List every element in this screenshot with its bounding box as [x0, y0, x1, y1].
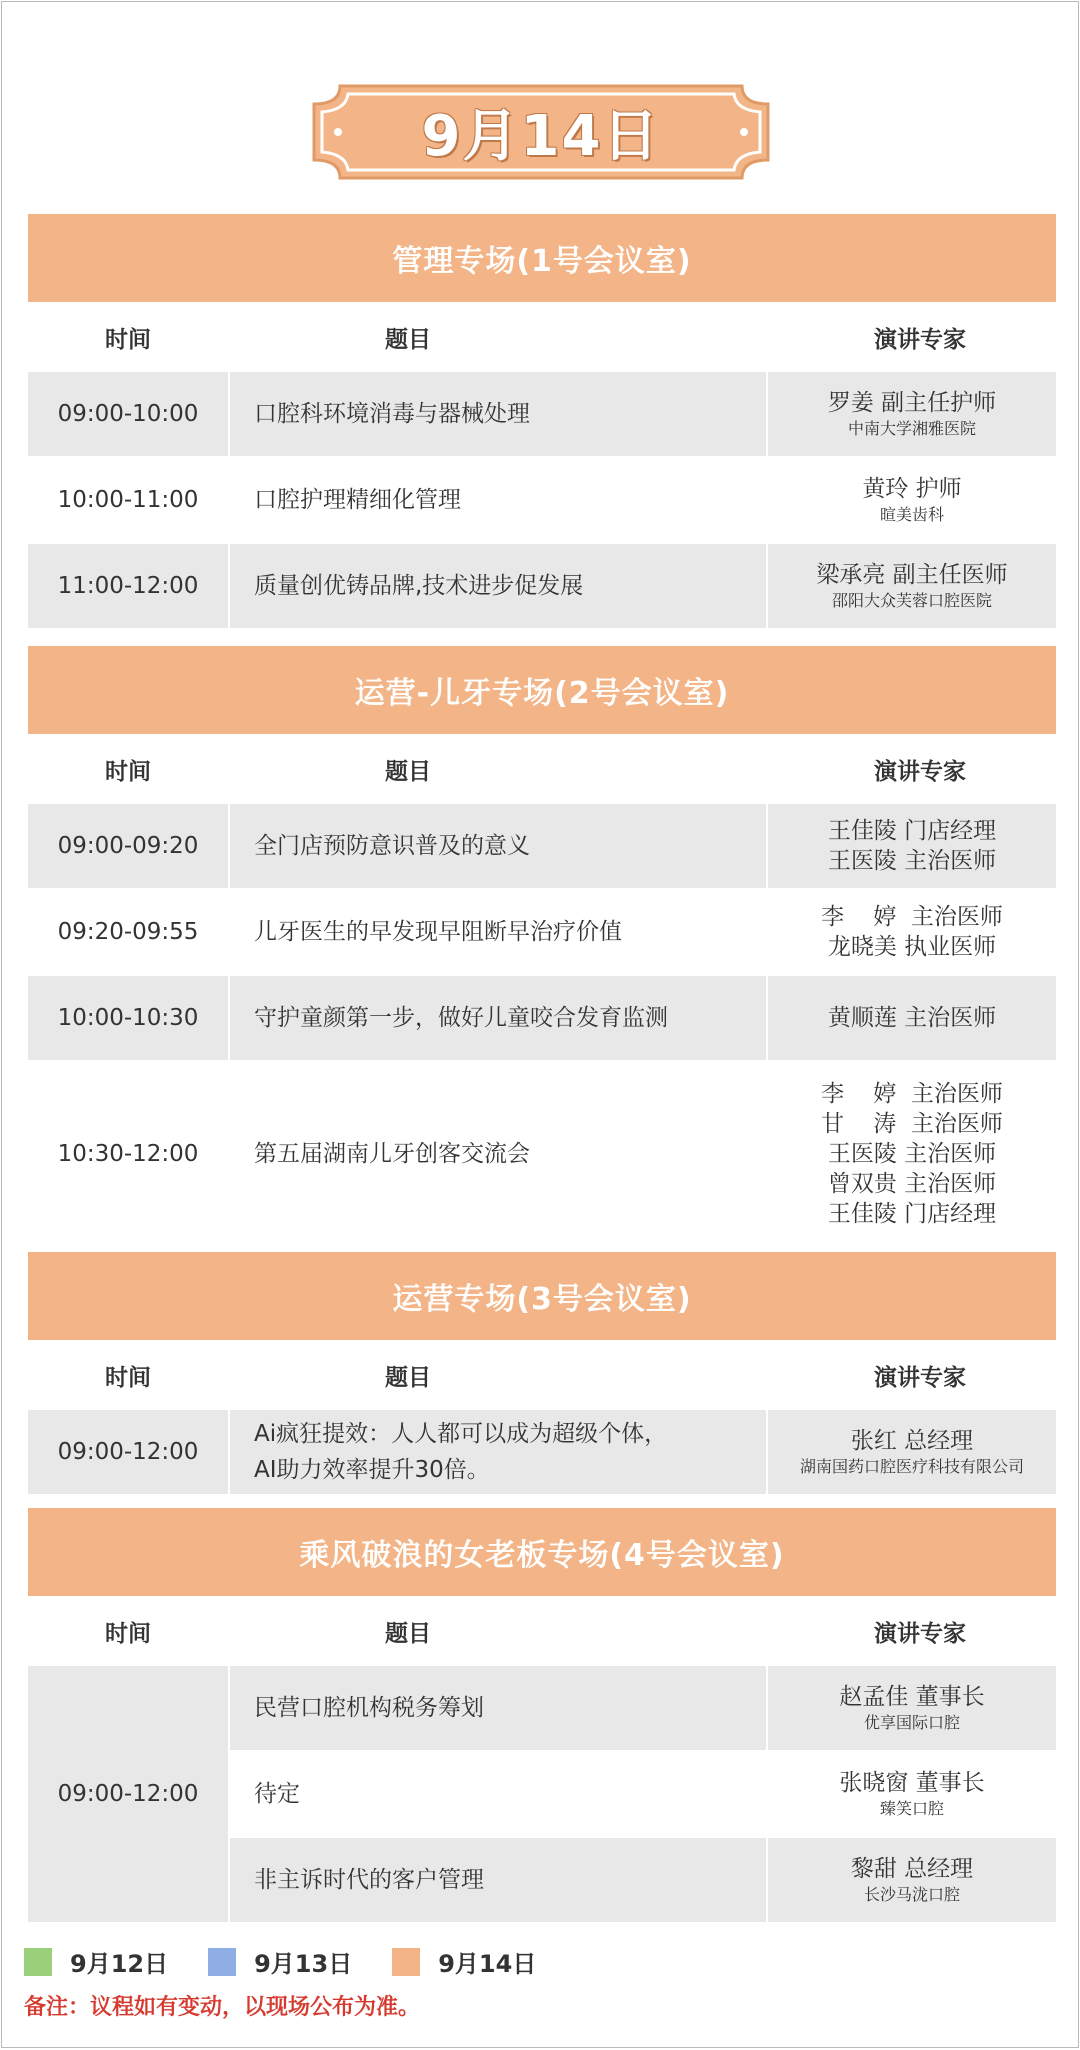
speaker-name: 王佳陵 门店经理 [827, 818, 997, 844]
session-title: 乘风破浪的女老板专场(4号会议室) [28, 1508, 1056, 1596]
speaker-name: 王佳陵 门店经理 [827, 1201, 997, 1227]
row-topic: 质量创优铸品牌,技术进步促发展 [230, 544, 766, 628]
speaker-name: 张红 总经理 [850, 1428, 974, 1454]
speaker-org: 邵阳大众芙蓉口腔医院 [831, 591, 992, 610]
speaker-org: 臻笑口腔 [879, 1799, 944, 1818]
row-speaker [768, 1062, 1056, 1246]
session-3 [28, 1252, 1056, 1496]
speaker-name: 黄玲 护师 [862, 476, 962, 502]
speaker-name: 梁承亮 副主任医师 [816, 562, 1008, 588]
table-row [230, 1666, 1056, 1750]
row-speaker [768, 372, 1056, 456]
row-speaker [768, 1410, 1056, 1494]
session-2 [28, 646, 1056, 1248]
row-topic: 第五届湖南儿牙创客交流会 [230, 1062, 766, 1246]
agenda-page [1, 1, 1079, 2048]
legend-label: 9月13日 [254, 1950, 353, 1978]
row-time: 09:00-10:00 [28, 372, 228, 456]
speaker-name: 李 婷 主治医师 [821, 1081, 1003, 1107]
merged-time: 09:00-12:00 [28, 1666, 228, 1922]
speaker-name: 王医陵 主治医师 [827, 848, 997, 874]
table-row [28, 804, 1056, 888]
col-speaker-label: 演讲专家 [874, 758, 966, 785]
table-row [28, 1410, 1056, 1494]
row-topic [230, 1410, 766, 1494]
col-topic-label: 题目 [385, 1620, 431, 1647]
legend-item [208, 1944, 352, 1979]
speaker-name: 甘 涛 主治医师 [821, 1111, 1003, 1137]
speaker-name: 张晓窗 董事长 [839, 1770, 985, 1796]
row-time: 10:00-11:00 [28, 458, 228, 542]
row-time: 09:20-09:55 [28, 890, 228, 974]
speaker-org: 中南大学湘雅医院 [847, 419, 976, 438]
row-speaker [768, 890, 1056, 974]
row-speaker [768, 976, 1056, 1060]
row-speaker [768, 1666, 1056, 1750]
row-time: 10:30-12:00 [28, 1062, 228, 1246]
table-row [230, 1838, 1056, 1922]
col-speaker-label: 演讲专家 [874, 1364, 966, 1391]
speaker-name: 李 婷 主治医师 [821, 904, 1003, 930]
row-speaker [768, 1838, 1056, 1922]
speaker-name: 龙晓美 执业医师 [827, 934, 997, 960]
merged-rows [230, 1666, 1056, 1924]
speaker-org: 长沙马泷口腔 [863, 1885, 960, 1904]
row-speaker [768, 1752, 1056, 1836]
speaker-name: 黎甜 总经理 [850, 1856, 974, 1882]
table-row [28, 544, 1056, 628]
col-time-label: 时间 [105, 758, 151, 785]
legend-label: 9月14日 [438, 1950, 537, 1978]
table-row [28, 976, 1056, 1060]
table-row [28, 1062, 1056, 1246]
col-speaker-label: 演讲专家 [874, 326, 966, 353]
column-headers [28, 1596, 1056, 1666]
date-badge-text: 9月14日 [421, 104, 661, 169]
row-topic: 口腔科环境消毒与器械处理 [230, 372, 766, 456]
legend-label: 9月12日 [70, 1950, 169, 1978]
row-topic: 全门店预防意识普及的意义 [230, 804, 766, 888]
session-title: 运营专场(3号会议室) [28, 1252, 1056, 1340]
merged-session-block [28, 1666, 1056, 1924]
speaker-name: 罗姜 副主任护师 [827, 390, 997, 416]
row-speaker [768, 544, 1056, 628]
col-topic-label: 题目 [385, 758, 431, 785]
column-headers [28, 302, 1056, 372]
session-4 [28, 1508, 1056, 1924]
legend-swatch-blue [208, 1948, 236, 1976]
col-speaker-label: 演讲专家 [874, 1620, 966, 1647]
column-headers [28, 734, 1056, 804]
row-time: 09:00-12:00 [28, 1410, 228, 1494]
legend-item [24, 1944, 168, 1979]
speaker-name: 黄顺莲 主治医师 [827, 1005, 997, 1031]
row-topic: 非主诉时代的客户管理 [230, 1838, 766, 1922]
session-1 [28, 214, 1056, 630]
row-time: 10:00-10:30 [28, 976, 228, 1060]
row-topic: 民营口腔机构税务筹划 [230, 1666, 766, 1750]
col-time-label: 时间 [105, 1364, 151, 1391]
speaker-org: 湖南国药口腔医疗科技有限公司 [799, 1457, 1024, 1476]
row-topic: 守护童颜第一步，做好儿童咬合发育监测 [230, 976, 766, 1060]
row-topic: 儿牙医生的早发现早阻断早治疗价值 [230, 890, 766, 974]
session-title: 管理专场(1号会议室) [28, 214, 1056, 302]
col-time-label: 时间 [105, 1620, 151, 1647]
legend-swatch-green [24, 1948, 52, 1976]
date-badge [310, 82, 772, 182]
topic-line: AI助力效率提升30倍。 [254, 1457, 490, 1483]
session-title: 运营-儿牙专场(2号会议室) [28, 646, 1056, 734]
speaker-name: 王医陵 主治医师 [827, 1141, 997, 1167]
col-topic-label: 题目 [385, 326, 431, 353]
speaker-name: 曾双贵 主治医师 [827, 1171, 997, 1197]
legend-item [392, 1944, 536, 1979]
row-time: 11:00-12:00 [28, 544, 228, 628]
table-row [28, 372, 1056, 456]
row-speaker [768, 804, 1056, 888]
table-row [28, 458, 1056, 542]
speaker-org: 暄美齿科 [879, 505, 944, 524]
speaker-org: 优享国际口腔 [863, 1713, 960, 1732]
footer-note: 备注：议程如有变动，以现场公布为准。 [24, 1995, 421, 2020]
table-row [28, 890, 1056, 974]
row-time: 09:00-09:20 [28, 804, 228, 888]
row-topic: 待定 [230, 1752, 766, 1836]
column-headers [28, 1340, 1056, 1410]
table-row [230, 1752, 1056, 1836]
date-legend [24, 1944, 576, 1979]
legend-swatch-orange [392, 1948, 420, 1976]
col-topic-label: 题目 [385, 1364, 431, 1391]
col-time-label: 时间 [105, 326, 151, 353]
topic-line: Ai疯狂提效：人人都可以成为超级个体， [254, 1421, 668, 1447]
row-speaker [768, 458, 1056, 542]
row-topic: 口腔护理精细化管理 [230, 458, 766, 542]
speaker-name: 赵孟佳 董事长 [839, 1684, 985, 1710]
